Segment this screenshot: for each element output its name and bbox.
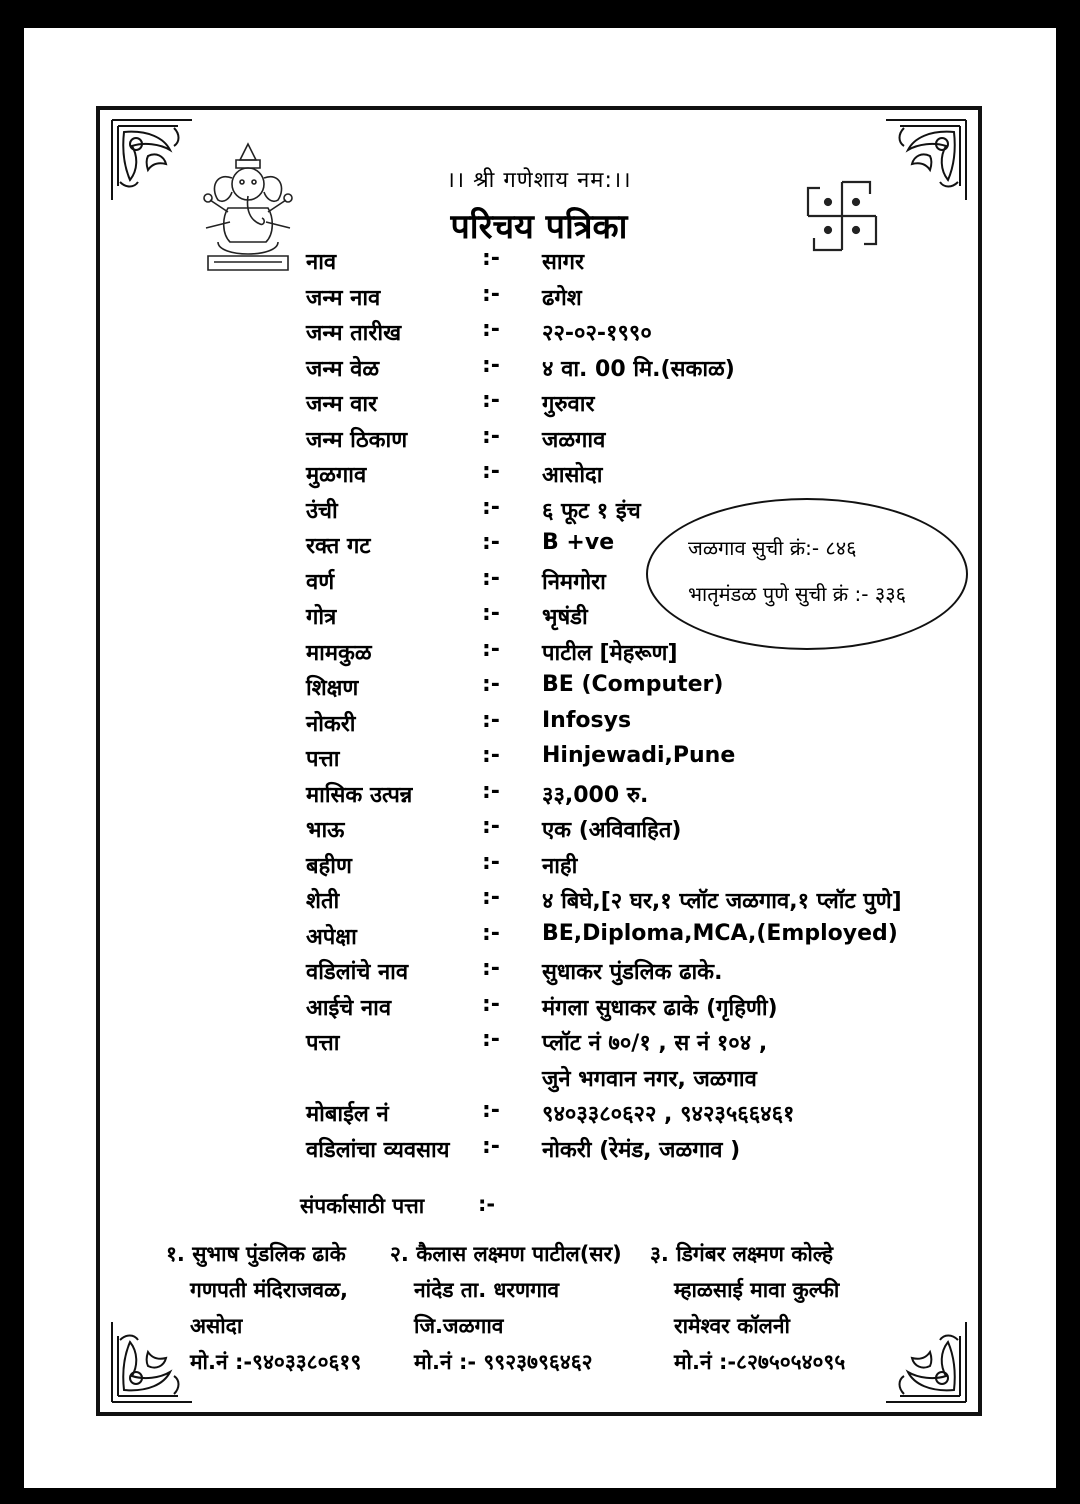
field-separator: :-	[482, 352, 500, 378]
field-separator: :-	[482, 743, 500, 768]
field-label: उंची	[306, 498, 338, 524]
field-label: रक्त गट	[306, 534, 371, 559]
field-separator: :-	[482, 636, 500, 662]
field-value: नोकरी (रेमंड, जळगाव )	[542, 1137, 741, 1163]
field-value: निमगोरा	[542, 569, 606, 595]
field-separator: :-	[482, 991, 500, 1017]
field-label: नोकरी	[306, 711, 356, 737]
field-separator: :-	[482, 920, 500, 946]
field-separator: :-	[482, 530, 500, 555]
field-value: गुरुवार	[542, 392, 595, 417]
field-value: ९४०३३८०६२२ , ९४२३५६६४६१	[542, 1102, 795, 1127]
field-value: B +ve	[542, 530, 615, 555]
registry-note-line: जळगाव सुची क्रं:- ८४६	[688, 536, 857, 560]
field-value: जुने भगवान नगर, जळगाव	[542, 1066, 757, 1092]
field-separator: :-	[482, 672, 500, 697]
contact-card	[390, 1240, 622, 1384]
page-sheet	[24, 28, 1056, 1488]
field-label: आईचे नाव	[306, 995, 392, 1021]
field-label: जन्म ठिकाण	[306, 427, 408, 453]
contact-name: २. कैलास लक्ष्मण पाटील(सर)	[390, 1242, 622, 1266]
field-value: एक (अविवाहित)	[542, 818, 682, 843]
field-value: ३३,000 रु.	[542, 782, 649, 808]
field-separator: :-	[482, 885, 500, 910]
registry-note-line: भातृमंडळ पुणे सुची क्रं :- ३३६	[688, 582, 907, 606]
field-separator: :-	[482, 1098, 500, 1123]
field-separator: :-	[482, 601, 500, 626]
field-value: मंगला सुधाकर ढाके (गृहिणी)	[542, 995, 778, 1021]
field-label: मुळगाव	[306, 463, 367, 488]
field-separator: :-	[482, 778, 500, 804]
contact-address: रामेश्वर कॉलनी	[674, 1314, 790, 1338]
field-separator: :-	[482, 281, 500, 307]
field-value: सुधाकर पुंडलिक ढाके.	[542, 960, 723, 985]
field-separator: :-	[482, 459, 500, 484]
field-separator: :-	[482, 246, 500, 271]
field-separator: :-	[482, 1027, 500, 1052]
field-separator: :-	[482, 956, 500, 981]
field-label: वडिलांचा व्यवसाय	[306, 1137, 450, 1163]
field-value: BE (Computer)	[542, 672, 724, 697]
contact-phone: मो.नं :- ९९२३७९६४६२	[414, 1350, 593, 1374]
field-label: जन्म तारीख	[306, 321, 402, 346]
field-label: पत्ता	[306, 747, 340, 772]
field-label: अपेक्षा	[306, 924, 357, 950]
field-label: मोबाईल नं	[306, 1102, 389, 1127]
field-label: जन्म वार	[306, 392, 378, 417]
contact-phone: मो.नं :-९४०३३८०६१९	[190, 1350, 362, 1374]
document-frame	[96, 106, 982, 1416]
field-label: मामकुळ	[306, 640, 372, 666]
contact-card	[166, 1240, 361, 1384]
field-separator: :-	[482, 494, 500, 520]
field-label: मासिक उत्पन्न	[306, 782, 413, 808]
field-label: जन्म नाव	[306, 285, 381, 311]
contact-name: १. सुभाष पुंडलिक ढाके	[166, 1242, 346, 1266]
field-label: शिक्षण	[306, 676, 359, 701]
field-label: गोत्र	[306, 605, 337, 630]
field-value: ६ फूट १ इंच	[542, 498, 641, 524]
field-label: भाऊ	[306, 818, 345, 843]
field-separator: :-	[482, 1133, 500, 1159]
contact-address: म्हाळसाई मावा कुल्फी	[674, 1278, 840, 1302]
field-separator: :-	[482, 565, 500, 591]
contact-address: जि.जळगाव	[414, 1314, 504, 1338]
field-separator: :-	[482, 707, 500, 733]
field-label: जन्म वेळ	[306, 356, 380, 382]
contact-phone: मो.नं :-८२७५०५४०९५	[674, 1350, 846, 1374]
invocation-text: ।। श्री गणेशाय नम:।।	[446, 168, 632, 193]
contact-address: असोदा	[190, 1314, 243, 1338]
contact-heading	[300, 1192, 496, 1220]
field-value: आसोदा	[542, 463, 603, 488]
field-separator: :-	[482, 849, 500, 875]
field-value: Infosys	[542, 707, 632, 733]
field-value: २२-०२-१९९०	[542, 321, 652, 346]
field-value: नाही	[542, 853, 578, 879]
contact-name: ३. डिगंबर लक्ष्मण कोल्हे	[650, 1242, 833, 1266]
field-value: BE,Diploma,MCA,(Employed)	[542, 920, 898, 946]
field-value: सागर	[542, 250, 584, 275]
field-label: पत्ता	[306, 1031, 340, 1056]
field-separator: :-	[482, 814, 500, 839]
registry-note	[646, 498, 968, 650]
contact-address: गणपती मंदिराजवळ,	[190, 1278, 349, 1302]
field-value: ढगेश	[542, 285, 582, 311]
field-value: भृषंडी	[542, 605, 588, 630]
field-value: ४ वा. 00 मि.(सकाळ)	[542, 356, 735, 382]
page-title: परिचय पत्रिका	[450, 207, 628, 247]
field-value: पाटील [मेहरूण]	[542, 640, 678, 666]
field-value: जळगाव	[542, 427, 606, 453]
field-value: Hinjewadi,Pune	[542, 743, 736, 768]
field-value: ४ बिघे,[२ घर,१ प्लॉट जळगाव,१ प्लॉट पुणे]	[542, 889, 902, 914]
field-label: नाव	[306, 250, 337, 275]
field-separator: :-	[482, 317, 500, 342]
field-separator: :-	[482, 388, 500, 413]
contact-address: नांदेड ता. धरणगाव	[414, 1278, 560, 1302]
field-label: वर्ण	[306, 569, 335, 595]
contact-heading-label: संपर्कासाठी पत्ता	[300, 1194, 425, 1218]
corner-ornament-icon	[882, 1318, 970, 1406]
contact-card	[650, 1240, 845, 1384]
field-separator: :-	[482, 423, 500, 449]
field-label: वडिलांचे नाव	[306, 960, 409, 985]
field-label: शेती	[306, 889, 340, 914]
field-value: प्लॉट नं ७०/१ , स नं १०४ ,	[542, 1031, 768, 1056]
field-label: बहीण	[306, 853, 352, 879]
contact-heading-separator: :-	[478, 1192, 496, 1216]
